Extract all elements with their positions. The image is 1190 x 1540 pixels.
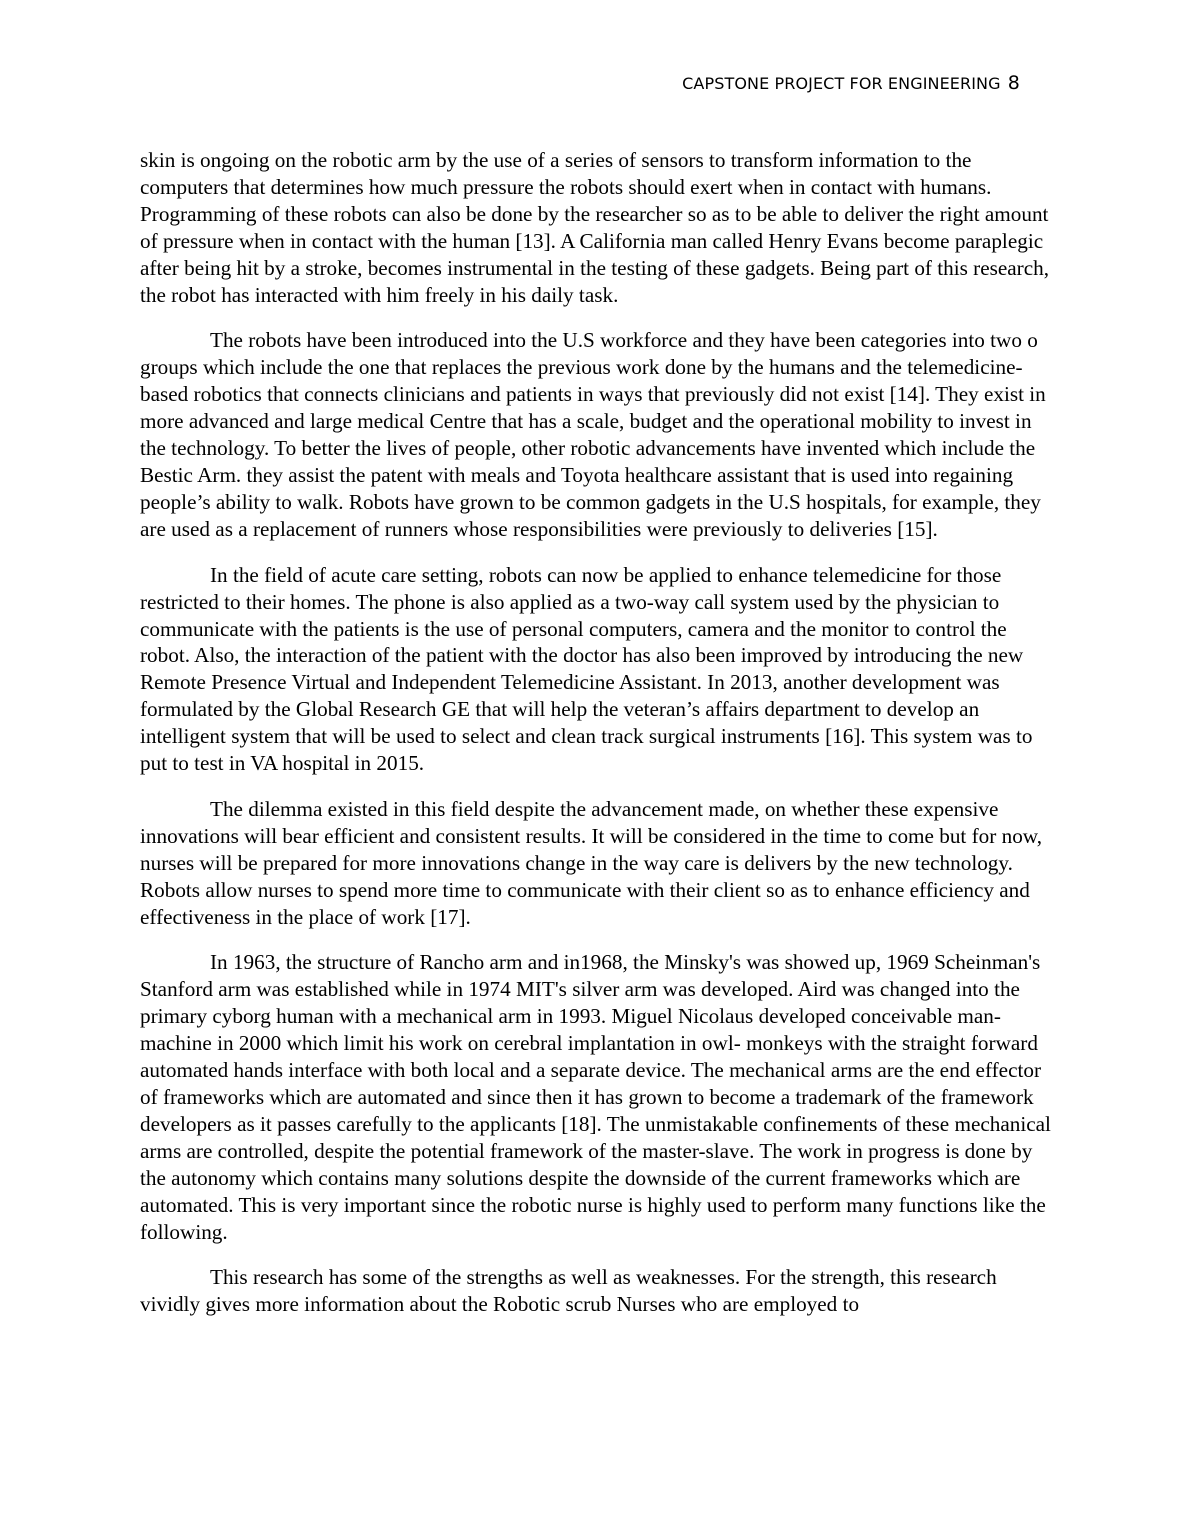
running-header — [140, 72, 1020, 94]
page-number: 8 — [1007, 72, 1020, 94]
body-text — [140, 147, 1052, 1337]
running-title: CAPSTONE PROJECT FOR ENGINEERING — [682, 74, 1001, 93]
paragraph-4: The dilemma existed in this field despite the advancement made, on whether these expensive innovations will bear efficient and consistent results. It will be considered in the time to come but for now, nurses will be prepared for more innovations change in the way care is delivers by the new technology. Robots allow nurses to spend more time to communicate with their client so as to enhance efficiency and effectiveness in the place of work [17]. — [140, 796, 1043, 929]
paragraph-3: In the field of acute care setting, robots can now be applied to enhance telemedicine for those restricted to their homes. The phone is also applied as a two-way call system used by the physician to communicate with the patients is the use of personal computers, camera and the monitor to control the robot. Also, the interaction of the patient with the doctor has also been improved by introducing the new Remote Presence Virtual and Independent Telemedicine Assistant. In 2013, another development was formulated by the Global Research GE that will help the veteran’s affairs department to develop an intelligent system that will be used to select and clean track surgical instruments [16]. This system was to put to test in VA hospital in 2015. — [140, 562, 1033, 776]
paragraph-6: This research has some of the strengths as well as weaknesses. For the strength, this research vividly gives more information about the Robotic scrub Nurses who are employed to — [140, 1265, 997, 1317]
paragraph-5: In 1963, the structure of Rancho arm and in1968, the Minsky's was showed up, 1969 Scheinman's Stanford arm was established while in 1974 MIT's silver arm was developed. Aird was changed into the primary cyborg human with a mechanical arm in 1993. Miguel Nicolaus developed conceivable man-machine in 2000 which limit his work on cerebral implantation in owl- monkeys with the straight forward automated hands interface with both local and a separate device. The mechanical arms are the end effector of frameworks which are automated and since then it has grown to become a trademark of the framework developers as it passes carefully to the applicants [18]. The unmistakable confinements of these mechanical arms are controlled, despite the potential framework of the master-slave. The work in progress is done by the autonomy which contains many solutions despite the downside of the current frameworks which are automated. This is very important since the robotic nurse is highly used to perform many functions like the following. — [140, 950, 1051, 1244]
paragraph-2: The robots have been introduced into the U.S workforce and they have been categories into two o groups which include the one that replaces the previous work done by the humans and the telemedicine-based robotics that connects clinicians and patients in ways that previously did not exist [14]. They exist in more advanced and large medical Centre that has a scale, budget and the operational mobility to invest in the technology. To better the lives of people, other robotic advancements have invented which include the Bestic Arm. they assist the patent with meals and Toyota healthcare assistant that is used into regaining people’s ability to walk. Robots have grown to be common gadgets in the U.S hospitals, for example, they are used as a replacement of runners whose responsibilities were previously to deliveries [15]. — [140, 328, 1046, 541]
paragraph-1: skin is ongoing on the robotic arm by the use of a series of sensors to transform information to the computers that determines how much pressure the robots should exert when in contact with humans. Programming of these robots can also be done by the researcher so as to be able to deliver the right amount of pressure when in contact with the human [13]. A California man called Henry Evans become paraplegic after being hit by a stroke, becomes instrumental in the testing of these gadgets. Being part of this research, the robot has interacted with him freely in his daily task. — [140, 148, 1050, 307]
